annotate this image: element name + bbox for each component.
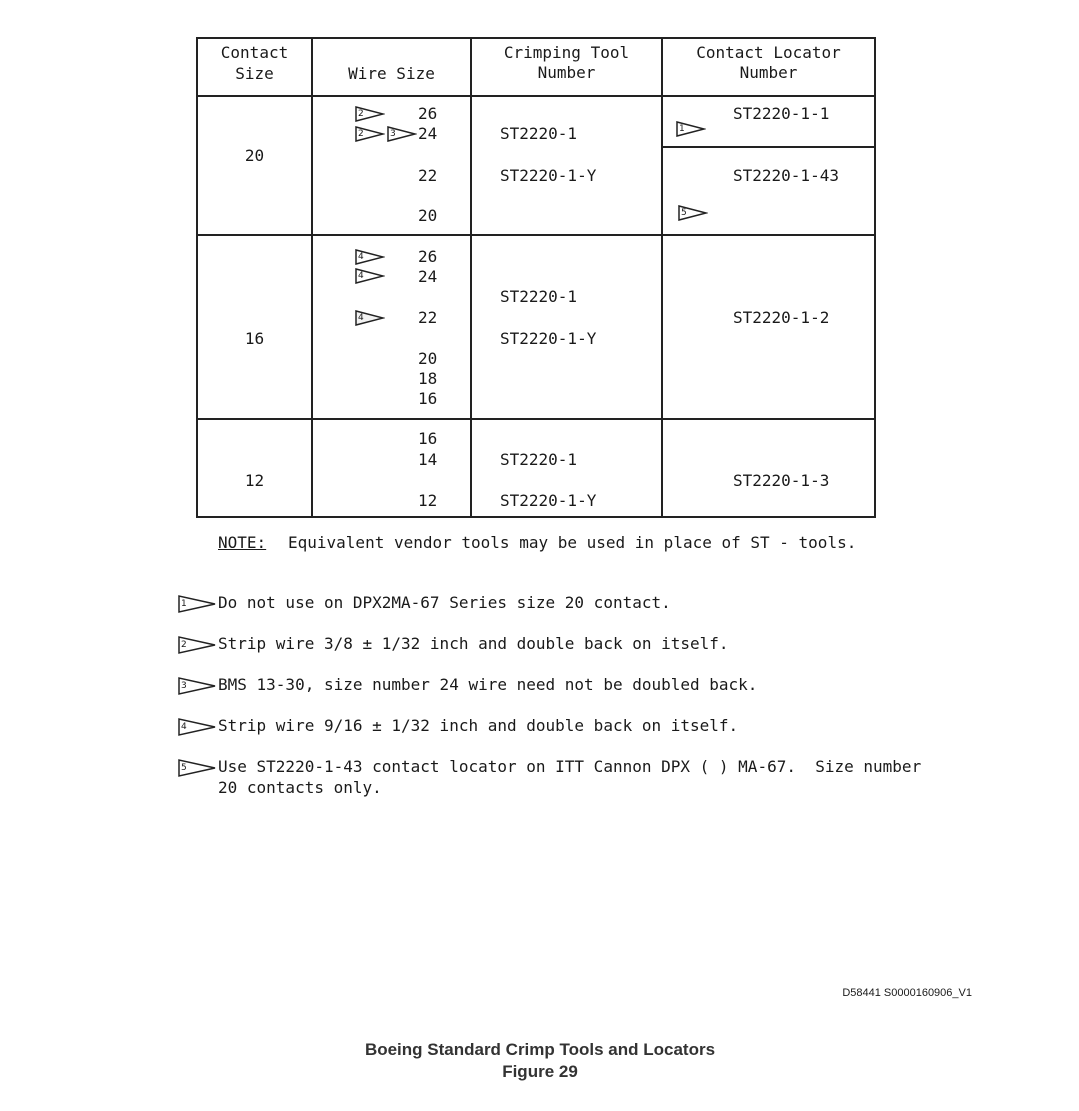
row12-crimp-tool-1: ST2220-1 [500,450,578,469]
row20-locator-flag-5-icon: 5 [678,205,708,221]
header-contact-size-line1: Contact [220,43,289,62]
row16-crimp-tool-2: ST2220-1-Y [500,329,597,348]
footnote-1-text: Do not use on DPX2MA-67 Series size 20 contact. [218,593,671,612]
row12-wire-16: 16 [418,429,438,448]
row16-contact-size: 16 [244,329,265,348]
row20-wire26-flag-icon: 2 [355,106,385,122]
row16-wire-16: 16 [418,389,438,408]
header-wire-size: Wire Size [348,64,435,83]
footnote-5-flag-icon: 5 [178,759,216,775]
row20-locator-flag-1-icon: 1 [676,121,706,137]
row20-wire-24: 24 [418,124,438,143]
row20-crimp-tool-1: ST2220-1 [500,124,578,143]
locator-divider-row20 [661,146,876,148]
row16-crimp-tool-1: ST2220-1 [500,287,578,306]
row16-wire-18: 18 [418,369,438,388]
table-top-border [196,37,876,39]
row20-locator-2: ST2220-1-43 [733,166,839,185]
document-id: D58441 S0000160906_V1 [842,987,972,999]
row20-locator-1: ST2220-1-1 [733,104,830,123]
row20-wire-20: 20 [418,206,438,225]
row-divider-16-12 [196,418,876,420]
table-left-border [196,37,198,518]
row12-wire-14: 14 [418,450,438,469]
row20-wire24-flag-a-icon: 2 [355,126,385,142]
footnote-4-text: Strip wire 9/16 ± 1/32 inch and double back on itself. [218,716,739,735]
footnote-3-text: BMS 13-30, size number 24 wire need not be doubled back. [218,675,758,694]
row20-wire-22: 22 [418,166,438,185]
col-divider-3 [661,37,663,518]
row12-contact-size: 12 [244,471,265,490]
header-crimp-tool-line2: Number [537,63,596,82]
footnote-5-text-continued: 20 contacts only. [218,778,382,797]
row16-wire22-flag-icon: 4 [355,310,385,326]
row20-crimp-tool-2: ST2220-1-Y [500,166,597,185]
note-text: Equivalent vendor tools may be used in place of ST - tools. [288,533,857,552]
footnote-4-flag-icon: 4 [178,718,216,734]
note-label: NOTE: [218,533,267,552]
row12-crimp-tool-2: ST2220-1-Y [500,491,597,510]
table-right-border [874,37,876,518]
header-locator-line2: Number [739,63,798,82]
header-crimp-tool-line1: Crimping Tool [503,43,630,62]
footnote-3-flag-icon: 3 [178,677,216,693]
header-contact-size-line2: Size [235,64,274,83]
row16-wire26-flag-icon: 4 [355,249,385,265]
col-divider-1 [311,37,313,518]
col-divider-2 [470,37,472,518]
footnote-2-text: Strip wire 3/8 ± 1/32 inch and double back on itself. [218,634,729,653]
figure-number: Figure 29 [502,1062,578,1081]
footnote-1-flag-icon: 1 [178,595,216,611]
figure-title: Boeing Standard Crimp Tools and Locators [364,1040,716,1059]
header-locator-line1: Contact Locator [696,43,841,62]
row16-wire-26: 26 [418,247,438,266]
row20-contact-size: 20 [244,146,265,165]
footnote-5-text: Use ST2220-1-43 contact locator on ITT Cannon DPX ( ) MA-67. Size number [218,757,922,776]
row16-wire-20: 20 [418,349,438,368]
table-bottom-border [196,516,876,518]
row16-locator: ST2220-1-2 [733,308,830,327]
row20-wire-26: 26 [418,104,438,123]
row12-locator: ST2220-1-3 [733,471,830,490]
row16-wire-24: 24 [418,267,438,286]
header-divider [196,95,876,97]
footnote-2-flag-icon: 2 [178,636,216,652]
row16-wire24-flag-icon: 4 [355,268,385,284]
row-divider-20-16 [196,234,876,236]
row16-wire-22: 22 [418,308,438,327]
row12-wire-12: 12 [418,491,438,510]
row20-wire24-flag-b-icon: 3 [387,126,417,142]
